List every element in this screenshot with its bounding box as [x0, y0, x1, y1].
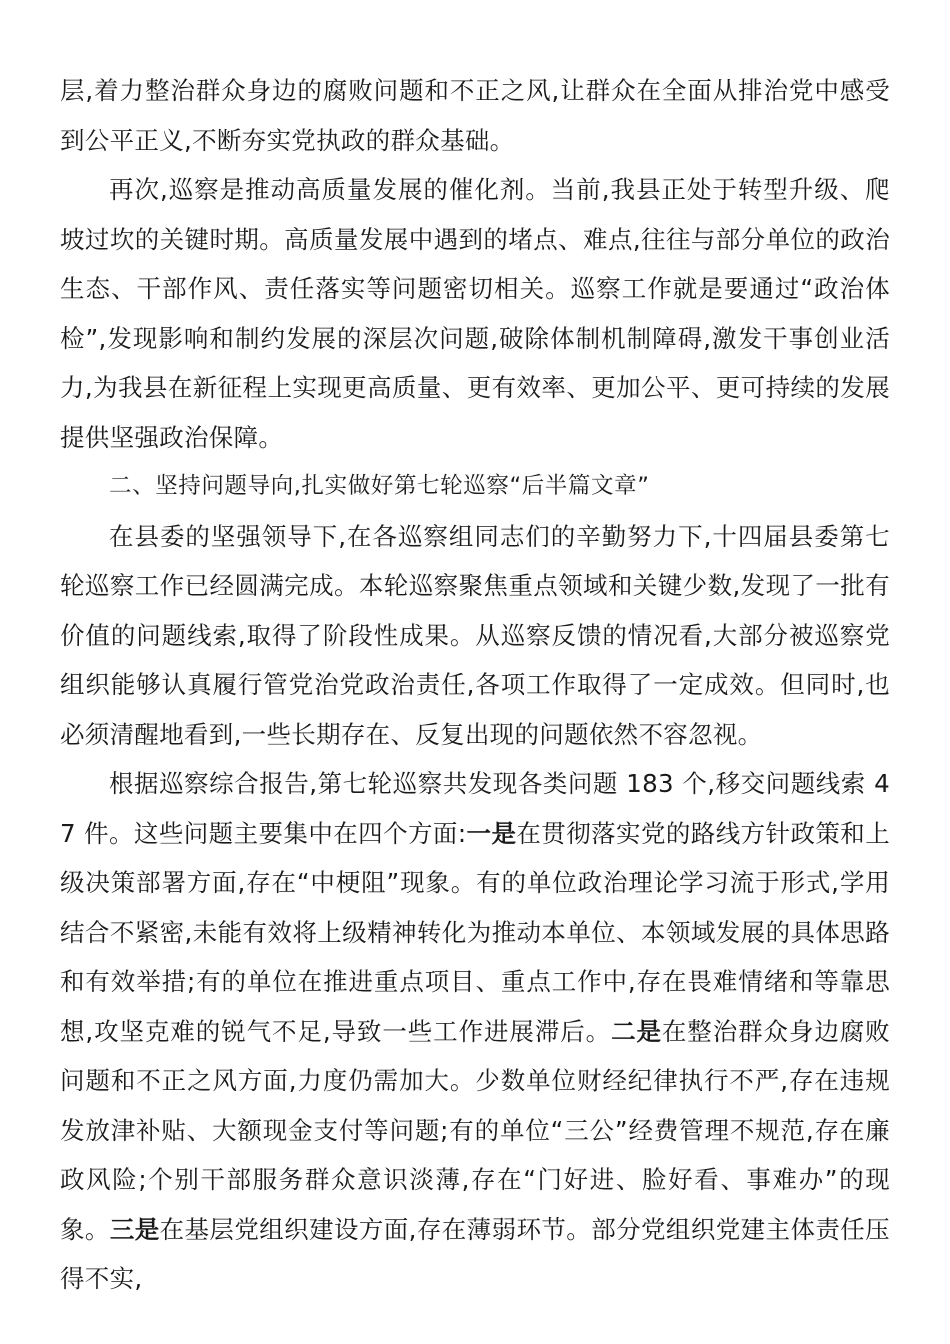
text-span: 在整治群众身边腐败问题和不正之风方面,力度仍需加大。少数单位财经纪律执行不严,存在违规发放津补贴、大额现金支付等问题;有的单位“三公”经费管理不规范,存在廉政风险;个别干部服务群众意识淡薄,存在“门好进、脸好看、事难办”的现象。 — [60, 1016, 890, 1244]
paragraph-seventh-round: 在县委的坚强领导下,在各巡察组同志们的辛勤努力下,十四届县委第七轮巡察工作已经圆满完成。本轮巡察聚焦重点领域和关键少数,发现了一批有价值的问题线索,取得了阶段性成果。从巡察反馈的情况看,大部分被巡察党组织能够认真履行管党治党政治责任,各项工作取得了一定成效。但同时,也必须清醒地看到,一些长期存在、反复出现的问题依然不容忽视。 — [60, 521, 890, 749]
bold-marker-three: 三是 — [109, 1214, 160, 1244]
section-heading-2: 二、坚持问题导向,扎实做好第七轮巡察“后半篇文章” — [109, 473, 650, 499]
bold-marker-one: 一是 — [466, 818, 517, 848]
text-span: 在基层党组织建设方面,存在薄弱环节。部分党组织党建主体责任压得不实, — [60, 1214, 890, 1293]
text-span: 根据巡察综合报告,第七轮巡察共发现各类问题 183 个,移交问题线索 47 件。这些问题主要集中在四个方面: — [60, 769, 890, 848]
bold-marker-two: 二是 — [611, 1016, 662, 1046]
paragraph-report-findings — [60, 759, 890, 1304]
text-span: 在贯彻落实党的路线方针政策和上级决策部署方面,存在“中梗阻”现象。有的单位政治理论学习流于形式,学用结合不紧密,未能有效将上级精神转化为推动本单位、本领域发展的具体思路和有效举措;有的单位在推进重点项目、重点工作中,存在畏难情绪和等靠思想,攻坚克难的锐气不足,导致一些工作进展滞后。 — [60, 818, 890, 1046]
paragraph-catalyst: 再次,巡察是推动高质量发展的催化剂。当前,我县正处于转型升级、爬坡过坎的关键时期。高质量发展中遇到的堵点、难点,往往与部分单位的政治生态、干部作风、责任落实等问题密切相关。巡察工作就是要通过“政治体检”,发现影响和制约发展的深层次问题,破除体制机制障碍,激发干事创业活力,为我县在新征程上实现更高质量、更有效率、更加公平、更可持续的发展提供坚强政治保障。 — [60, 175, 890, 452]
paragraph-continuation: 层,着力整治群众身边的腐败问题和不正之风,让群众在全面从排治党中感受到公平正义,不断夯实党执政的群众基础。 — [60, 76, 890, 155]
